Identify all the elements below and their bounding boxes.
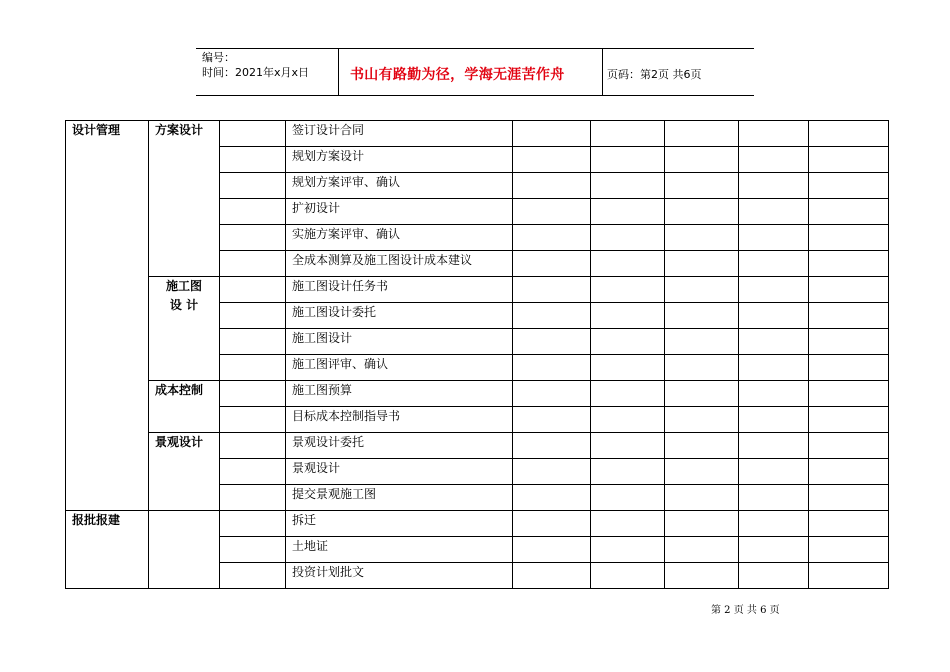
empty-cell [739,381,809,407]
empty-cell [591,381,665,407]
empty-cell [665,485,739,511]
empty-cell [513,407,591,433]
empty-cell [220,355,286,381]
empty-cell [220,459,286,485]
empty-cell [220,329,286,355]
empty-cell [809,433,889,459]
task-cell: 签订设计合同 [286,121,513,147]
empty-cell [513,563,591,589]
empty-cell [591,121,665,147]
task-cell: 全成本测算及施工图设计成本建议 [286,251,513,277]
empty-cell [739,563,809,589]
task-cell: 规划方案评审、确认 [286,173,513,199]
empty-cell [220,563,286,589]
empty-cell [809,147,889,173]
header-divider-right [602,48,603,96]
empty-cell [513,199,591,225]
empty-cell [809,563,889,589]
task-cell: 目标成本控制指导书 [286,407,513,433]
empty-cell [220,537,286,563]
empty-cell [220,147,286,173]
empty-cell [665,277,739,303]
empty-cell [513,303,591,329]
empty-cell [665,511,739,537]
empty-cell [220,199,286,225]
empty-cell [809,459,889,485]
empty-cell [809,251,889,277]
empty-cell [665,251,739,277]
empty-cell [809,329,889,355]
subcategory-construction-line2: 设 计 [169,298,199,312]
empty-cell [809,199,889,225]
empty-cell [591,563,665,589]
empty-cell [149,511,220,589]
empty-cell [739,329,809,355]
empty-cell [739,355,809,381]
empty-cell [220,381,286,407]
empty-cell [809,537,889,563]
task-table [65,120,889,589]
table-row [66,511,889,537]
empty-cell [513,329,591,355]
empty-cell [513,485,591,511]
empty-cell [513,381,591,407]
task-cell: 施工图设计 [286,329,513,355]
table-row [66,381,889,407]
empty-cell [591,173,665,199]
empty-cell [513,225,591,251]
empty-cell [220,251,286,277]
task-cell: 施工图预算 [286,381,513,407]
empty-cell [591,537,665,563]
empty-cell [739,251,809,277]
empty-cell [665,537,739,563]
empty-cell [591,199,665,225]
empty-cell [809,121,889,147]
empty-cell [591,303,665,329]
empty-cell [513,459,591,485]
empty-cell [220,407,286,433]
empty-cell [739,537,809,563]
empty-cell [739,147,809,173]
empty-cell [665,329,739,355]
header-divider-left [338,48,339,96]
empty-cell [665,407,739,433]
header-top-rule [196,48,754,49]
table-row [66,277,889,303]
task-cell: 实施方案评审、确认 [286,225,513,251]
empty-cell [591,225,665,251]
empty-cell [220,511,286,537]
doc-number-label: 编号： [202,51,235,64]
task-cell: 施工图设计任务书 [286,277,513,303]
empty-cell [513,121,591,147]
empty-cell [591,459,665,485]
empty-cell [809,355,889,381]
page-header [196,48,754,96]
empty-cell [513,173,591,199]
empty-cell [591,147,665,173]
header-bottom-rule [196,95,754,96]
empty-cell [220,277,286,303]
empty-cell [220,433,286,459]
subcategory-construction [149,277,220,381]
empty-cell [220,173,286,199]
empty-cell [665,121,739,147]
empty-cell [809,173,889,199]
table-row [66,433,889,459]
empty-cell [591,407,665,433]
page-number-label: 页码：第2页 共6页 [607,68,702,81]
empty-cell [513,251,591,277]
empty-cell [665,225,739,251]
task-cell: 拆迁 [286,511,513,537]
empty-cell [513,511,591,537]
empty-cell [739,407,809,433]
task-cell: 施工图评审、确认 [286,355,513,381]
empty-cell [809,485,889,511]
task-cell: 景观设计委托 [286,433,513,459]
empty-cell [739,199,809,225]
empty-cell [591,329,665,355]
empty-cell [591,511,665,537]
empty-cell [739,459,809,485]
empty-cell [513,537,591,563]
empty-cell [665,303,739,329]
empty-cell [665,173,739,199]
empty-cell [665,563,739,589]
empty-cell [739,485,809,511]
empty-cell [591,277,665,303]
empty-cell [665,381,739,407]
subcategory-scheme: 方案设计 [149,121,220,277]
empty-cell [739,511,809,537]
empty-cell [591,433,665,459]
empty-cell [739,225,809,251]
empty-cell [513,147,591,173]
task-cell: 扩初设计 [286,199,513,225]
empty-cell [220,121,286,147]
table-row [66,121,889,147]
doc-date-label: 时间：2021年x月x日 [202,66,310,79]
empty-cell [665,147,739,173]
empty-cell [665,355,739,381]
empty-cell [665,433,739,459]
empty-cell [809,407,889,433]
empty-cell [513,355,591,381]
empty-cell [591,251,665,277]
subcategory-cost: 成本控制 [149,381,220,433]
task-cell: 投资计划批文 [286,563,513,589]
task-cell: 规划方案设计 [286,147,513,173]
empty-cell [665,199,739,225]
empty-cell [591,485,665,511]
subcategory-landscape: 景观设计 [149,433,220,511]
empty-cell [220,303,286,329]
empty-cell [809,381,889,407]
empty-cell [739,121,809,147]
subcategory-construction-line1: 施工图 [165,279,202,293]
empty-cell [220,485,286,511]
category-design: 设计管理 [66,121,149,511]
task-cell: 提交景观施工图 [286,485,513,511]
category-approval: 报批报建 [66,511,149,589]
empty-cell [665,459,739,485]
empty-cell [739,173,809,199]
empty-cell [809,225,889,251]
empty-cell [809,511,889,537]
empty-cell [513,277,591,303]
header-motto: 书山有路勤为径，学海无涯苦作舟 [350,67,565,83]
task-cell: 景观设计 [286,459,513,485]
page-footer: 第 2 页 共 6 页 [711,605,780,616]
empty-cell [513,433,591,459]
empty-cell [739,277,809,303]
empty-cell [220,225,286,251]
task-cell: 土地证 [286,537,513,563]
empty-cell [739,433,809,459]
empty-cell [809,277,889,303]
empty-cell [739,303,809,329]
header-meta [202,50,309,80]
empty-cell [809,303,889,329]
empty-cell [591,355,665,381]
task-cell: 施工图设计委托 [286,303,513,329]
